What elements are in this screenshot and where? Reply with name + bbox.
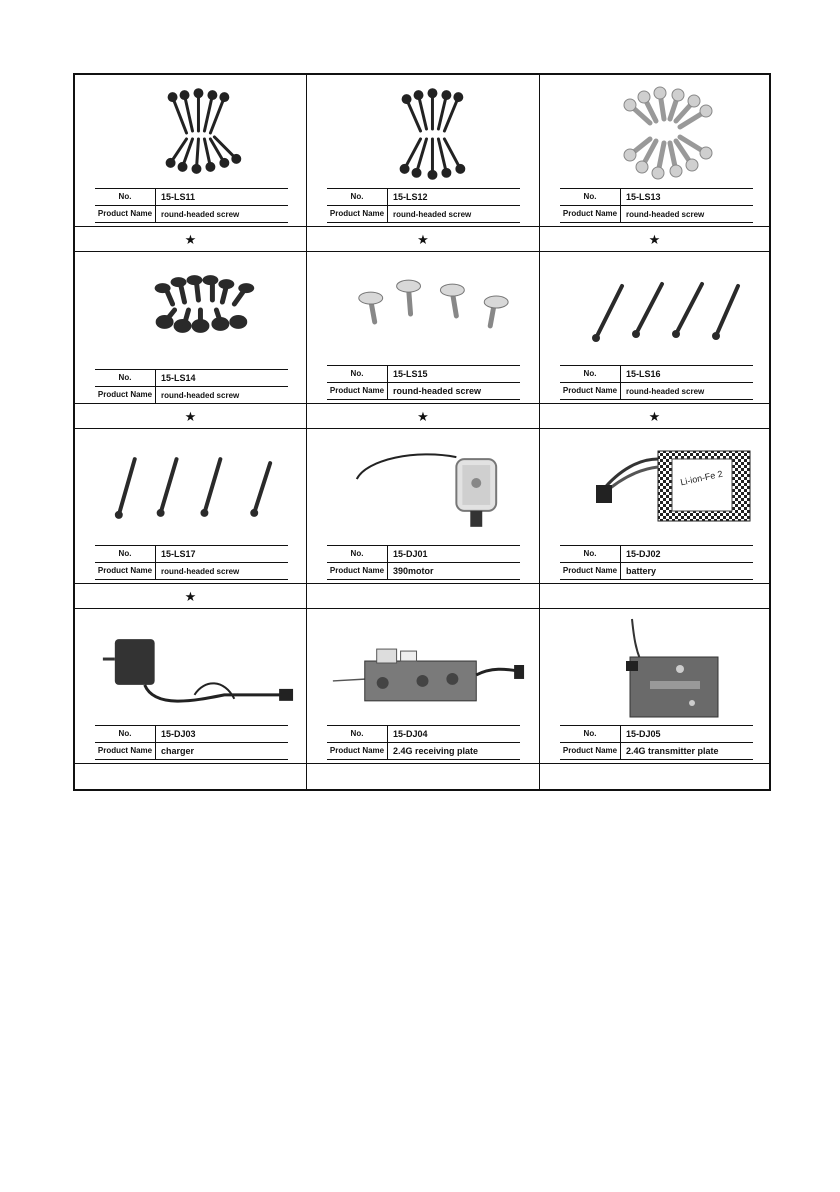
- blank-cell: [75, 764, 307, 789]
- part-photo-transmitter-board: [540, 609, 769, 724]
- no-label: No.: [560, 366, 621, 382]
- star-cell: [540, 404, 769, 429]
- spec-table: [95, 369, 288, 404]
- no-label: No.: [560, 546, 621, 562]
- part-number: 15-DJ05: [626, 729, 661, 739]
- star-icon: ★: [417, 409, 429, 424]
- product-name-label: Product Name: [95, 743, 156, 759]
- no-label: No.: [327, 546, 388, 562]
- product-name-label: Product Name: [560, 383, 621, 399]
- part-number: 15-LS16: [626, 369, 661, 379]
- star-icon: ★: [184, 232, 197, 247]
- battery-label-text: Li-ion-Fe 2: [679, 468, 724, 488]
- spec-table: [327, 725, 520, 760]
- product-name: battery: [626, 566, 657, 576]
- part-number: 15-LS12: [393, 192, 428, 202]
- part-cell: [540, 75, 769, 227]
- product-name-label: Product Name: [327, 743, 388, 759]
- spec-table: [560, 545, 753, 580]
- blank-cell: [540, 764, 769, 789]
- spec-table: [560, 725, 753, 760]
- product-name: round-headed screw: [161, 567, 240, 576]
- part-cell: [307, 609, 540, 764]
- product-name: charger: [161, 746, 195, 756]
- spec-table: [327, 188, 520, 223]
- blank-cell: [307, 584, 540, 609]
- spec-table: [95, 725, 288, 760]
- product-name-label: Product Name: [95, 387, 156, 403]
- part-number: 15-LS14: [161, 373, 196, 383]
- parts-catalog-table: [73, 73, 771, 791]
- product-name: round-headed screw: [626, 210, 705, 219]
- product-name-label: Product Name: [560, 563, 621, 579]
- star-cell: [307, 227, 540, 252]
- star-icon: ★: [417, 232, 429, 247]
- part-cell: [307, 252, 540, 404]
- part-photo-long-screws: [75, 429, 306, 544]
- part-photo-screws-short-black: [75, 252, 306, 367]
- product-name-label: Product Name: [327, 563, 388, 579]
- part-number: 15-LS13: [626, 192, 661, 202]
- part-cell: [75, 252, 307, 404]
- product-name: round-headed screw: [161, 391, 240, 400]
- part-photo-screws-silver: [540, 75, 769, 190]
- star-icon: ★: [184, 409, 197, 424]
- spec-table: [560, 365, 753, 400]
- no-label: No.: [560, 726, 621, 742]
- part-number: 15-DJ04: [393, 729, 428, 739]
- part-photo-charger: [75, 609, 306, 724]
- part-cell: [540, 609, 769, 764]
- spec-table: [95, 545, 288, 580]
- product-name: 2.4G receiving plate: [393, 746, 479, 756]
- product-name: round-headed screw: [393, 210, 472, 219]
- star-icon: ★: [648, 409, 661, 424]
- product-name: 2.4G transmitter plate: [626, 746, 719, 756]
- part-cell: [75, 609, 307, 764]
- part-photo-screws-black: [75, 75, 306, 190]
- star-icon: ★: [648, 232, 661, 247]
- product-name-label: Product Name: [327, 383, 388, 399]
- spec-table: [327, 545, 520, 580]
- star-cell: [75, 404, 307, 429]
- star-cell: [540, 227, 769, 252]
- part-photo-motor: [307, 429, 539, 544]
- part-number: 15-LS17: [161, 549, 196, 559]
- part-photo-screws-black: [307, 75, 539, 190]
- part-number: 15-LS11: [161, 192, 196, 202]
- no-label: No.: [95, 726, 156, 742]
- part-number: 15-DJ03: [161, 729, 196, 739]
- part-photo-battery: [540, 429, 769, 544]
- no-label: No.: [95, 189, 156, 205]
- product-name-label: Product Name: [560, 743, 621, 759]
- product-name: round-headed screw: [626, 387, 705, 396]
- product-name-label: Product Name: [327, 206, 388, 222]
- spec-table: [95, 188, 288, 223]
- product-name-label: Product Name: [95, 206, 156, 222]
- product-name: round-headed screw: [393, 386, 482, 396]
- no-label: No.: [95, 370, 156, 386]
- part-cell: [307, 75, 540, 227]
- part-number: 15-DJ01: [393, 549, 428, 559]
- star-cell: [75, 584, 307, 609]
- spec-table: [560, 188, 753, 223]
- star-icon: ★: [184, 589, 197, 604]
- part-number: 15-LS15: [393, 369, 428, 379]
- part-photo-long-screws: [540, 252, 769, 367]
- no-label: No.: [95, 546, 156, 562]
- no-label: No.: [327, 726, 388, 742]
- product-name: round-headed screw: [161, 210, 240, 219]
- blank-cell: [307, 764, 540, 789]
- star-cell: [307, 404, 540, 429]
- star-cell: [75, 227, 307, 252]
- product-name-label: Product Name: [560, 206, 621, 222]
- no-label: No.: [327, 189, 388, 205]
- no-label: No.: [327, 366, 388, 382]
- spec-table: [327, 365, 520, 400]
- part-cell: [540, 252, 769, 404]
- part-cell: [307, 429, 540, 584]
- part-photo-screws-silver-flanged: [307, 252, 539, 367]
- part-number: 15-DJ02: [626, 549, 661, 559]
- product-name-label: Product Name: [95, 563, 156, 579]
- no-label: No.: [560, 189, 621, 205]
- product-name: 390motor: [393, 566, 434, 576]
- part-cell: [75, 429, 307, 584]
- part-cell: [540, 429, 769, 584]
- part-photo-receiving-board: [307, 609, 539, 724]
- part-cell: [75, 75, 307, 227]
- blank-cell: [540, 584, 769, 609]
